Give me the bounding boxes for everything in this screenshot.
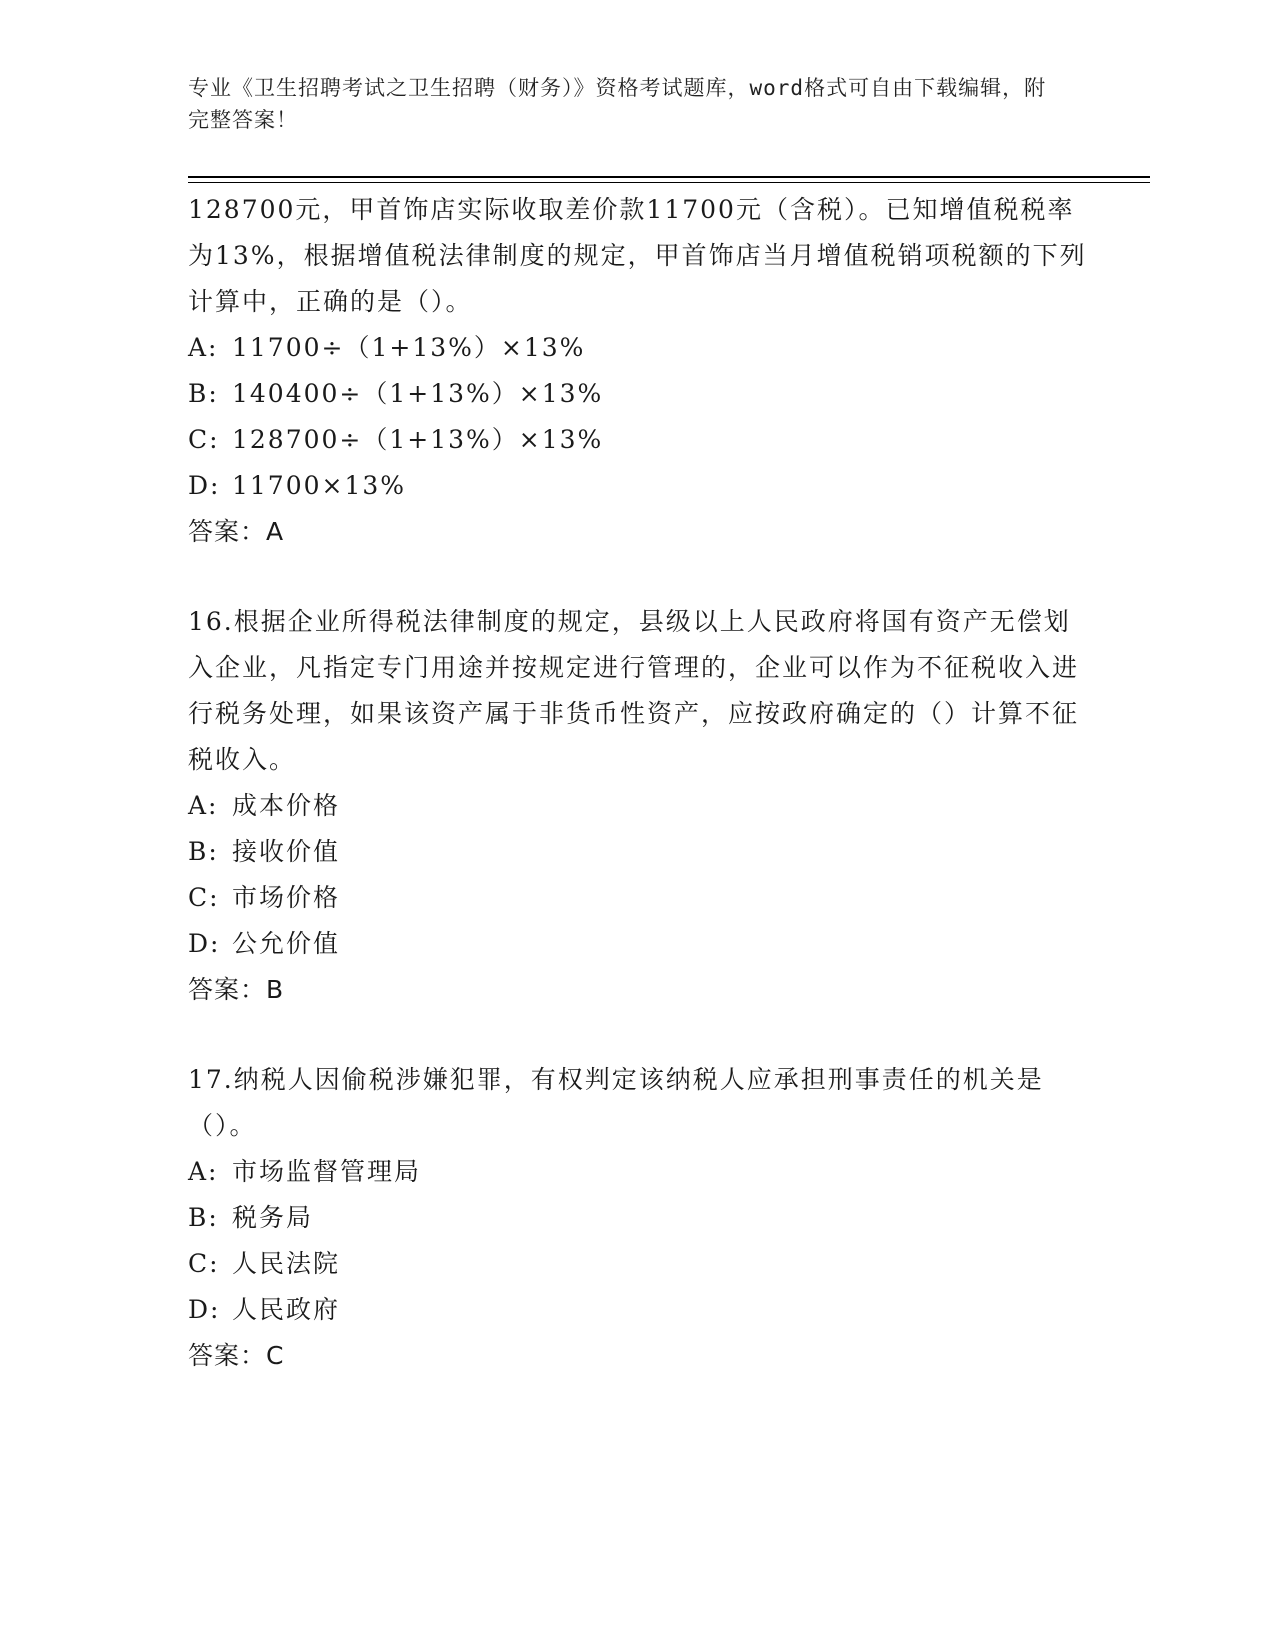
option-a xyxy=(188,325,1088,371)
question-stem: 128700元，甲首饰店实际收取差价款11700元（含税）。已知增值税税率为13%，根据增值税法律制度的规定，甲首饰店当月增值税销项税额的下列计算中，正确的是（）。 xyxy=(188,195,1087,316)
header-rule-thin xyxy=(188,182,1150,183)
option-letter: A: xyxy=(188,1157,219,1186)
answer-line: 答案：A xyxy=(188,517,285,546)
question-stem: 16.根据企业所得税法律制度的规定，县级以上人民政府将国有资产无偿划入企业，凡指定专门用途并按规定进行管理的，企业可以作为不征税收入进行税务处理，如果该资产属于非货币性资产，应按政府确定的（）计算不征税收入。 xyxy=(188,607,1080,774)
option-letter: D: xyxy=(188,471,221,500)
option-text: 人民法院 xyxy=(232,1249,341,1278)
header-rule-thick xyxy=(188,176,1150,178)
option-text: 税务局 xyxy=(232,1203,314,1232)
option-d xyxy=(188,921,1088,967)
option-text: 11700÷（1+13%）×13% xyxy=(232,333,586,362)
option-text: 140400÷（1+13%）×13% xyxy=(232,379,604,408)
question-item xyxy=(188,187,1088,555)
option-text: 成本价格 xyxy=(232,791,341,820)
option-c xyxy=(188,417,1088,463)
option-letter: C: xyxy=(188,883,220,912)
option-d xyxy=(188,1287,1088,1333)
document-header: 专业《卫生招聘考试之卫生招聘（财务）》资格考试题库，word格式可自由下载编辑，附完整答案！ xyxy=(188,76,1047,132)
option-text: 128700÷（1+13%）×13% xyxy=(232,425,604,454)
question-item xyxy=(188,1057,1088,1379)
option-letter: B: xyxy=(188,1203,219,1232)
question-item xyxy=(188,599,1088,1013)
answer-line: 答案：B xyxy=(188,975,285,1004)
option-text: 公允价值 xyxy=(232,929,341,958)
option-a xyxy=(188,1149,1088,1195)
option-text: 接收价值 xyxy=(232,837,341,866)
question-stem: 17.纳税人因偷税涉嫌犯罪，有权判定该纳税人应承担刑事责任的机关是（）。 xyxy=(188,1065,1044,1140)
option-b xyxy=(188,371,1088,417)
answer-line: 答案：C xyxy=(188,1341,285,1370)
option-letter: C: xyxy=(188,1249,220,1278)
option-b xyxy=(188,829,1088,875)
option-letter: C: xyxy=(188,425,220,454)
option-letter: B: xyxy=(188,837,219,866)
option-b xyxy=(188,1195,1088,1241)
option-a xyxy=(188,783,1088,829)
option-c xyxy=(188,875,1088,921)
option-text: 市场监督管理局 xyxy=(232,1157,422,1186)
option-letter: D: xyxy=(188,929,221,958)
option-c xyxy=(188,1241,1088,1287)
option-text: 市场价格 xyxy=(232,883,341,912)
question-list xyxy=(188,187,1088,1379)
option-d xyxy=(188,463,1088,509)
option-letter: D: xyxy=(188,1295,221,1324)
option-letter: A: xyxy=(188,791,219,820)
option-text: 人民政府 xyxy=(232,1295,341,1324)
option-letter: B: xyxy=(188,379,219,408)
option-text: 11700×13% xyxy=(232,471,407,500)
option-letter: A: xyxy=(188,333,219,362)
